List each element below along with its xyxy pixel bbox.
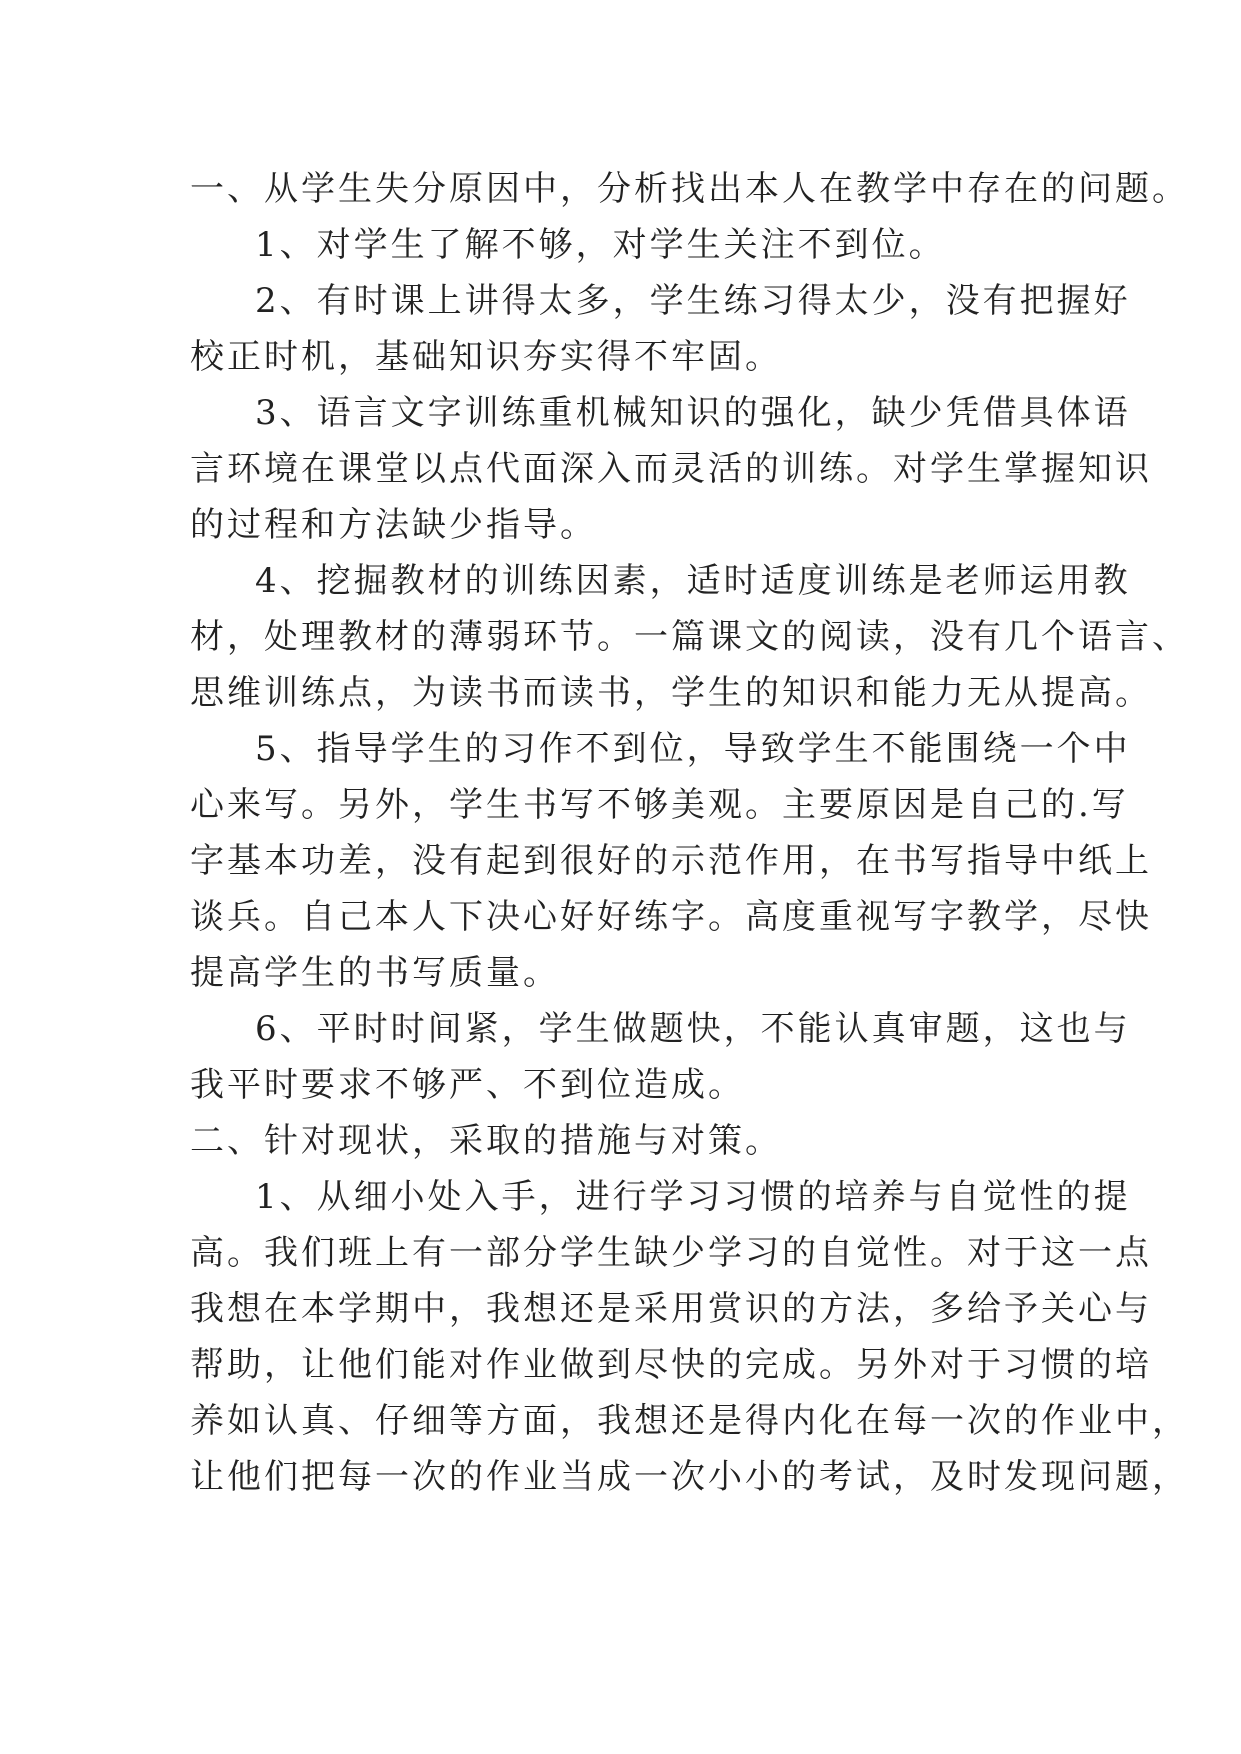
section-heading-2: 二、针对现状，采取的措施与对策。 [190,1121,782,1161]
paragraph-line: 言环境在课堂以点代面深入而灵活的训练。对学生掌握知识 [190,449,1152,489]
paragraph-line: 帮助，让他们能对作业做到尽快的完成。另外对于习惯的培 [190,1345,1152,1385]
paragraph-line: 1、对学生了解不够，对学生关注不到位。 [255,225,946,265]
paragraph-line: 校正时机，基础知识夯实得不牢固。 [190,337,782,377]
paragraph-line: 5、指导学生的习作不到位，导致学生不能围绕一个中 [255,729,1131,769]
paragraph-line: 的过程和方法缺少指导。 [190,505,597,545]
paragraph-line: 4、挖掘教材的训练因素，适时适度训练是老师运用教 [255,561,1131,601]
section-heading-1: 一、从学生失分原因中，分析找出本人在教学中存在的问题。 [190,169,1189,209]
paragraph-line: 1、从细小处入手，进行学习习惯的培养与自觉性的提 [255,1177,1131,1217]
paragraph-line: 3、语言文字训练重机械知识的强化，缺少凭借具体语 [255,393,1131,433]
paragraph-line: 材，处理教材的薄弱环节。一篇课文的阅读，没有几个语言、 [190,617,1189,657]
paragraph-line: 我平时要求不够严、不到位造成。 [190,1065,745,1105]
paragraph-line: 我想在本学期中，我想还是采用赏识的方法，多给予关心与 [190,1289,1152,1329]
paragraph-line: 6、平时时间紧，学生做题快，不能认真审题，这也与 [255,1009,1131,1049]
paragraph-line: 让他们把每一次的作业当成一次小小的考试，及时发现问题， [190,1457,1189,1497]
paragraph-line: 字基本功差，没有起到很好的示范作用，在书写指导中纸上 [190,841,1152,881]
paragraph-line: 养如认真、仔细等方面，我想还是得内化在每一次的作业中， [190,1401,1189,1441]
paragraph-line: 思维训练点，为读书而读书，学生的知识和能力无从提高。 [190,673,1152,713]
paragraph-line: 谈兵。自己本人下决心好好练字。高度重视写字教学，尽快 [190,897,1152,937]
paragraph-line: 高。我们班上有一部分学生缺少学习的自觉性。对于这一点 [190,1233,1152,1273]
paragraph-line: 心来写。另外，学生书写不够美观。主要原因是自己的.写 [190,785,1129,825]
paragraph-line: 提高学生的书写质量。 [190,953,560,993]
paragraph-line: 2、有时课上讲得太多，学生练习得太少，没有把握好 [255,281,1131,321]
